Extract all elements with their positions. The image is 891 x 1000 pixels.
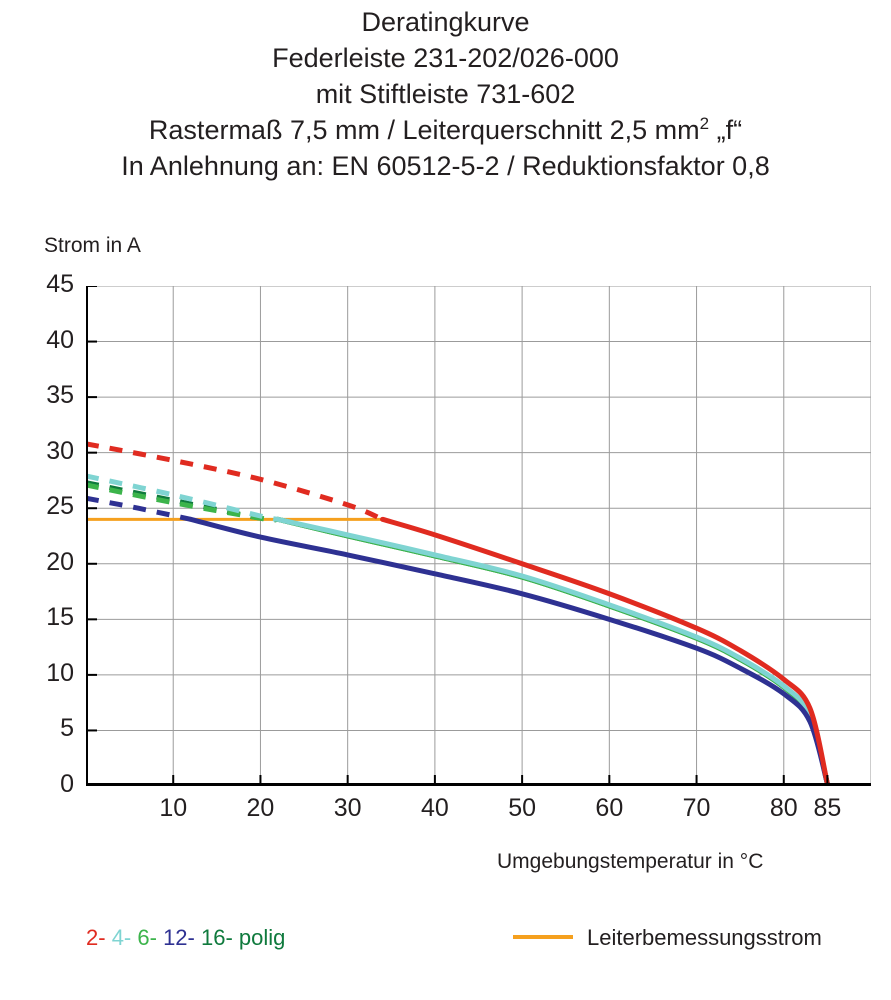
y-tick-label: 45 (46, 270, 74, 298)
series-4-polig-dashed (86, 476, 278, 519)
title-line-1: Deratingkurve (361, 7, 530, 37)
y-tick-label: 25 (46, 492, 74, 521)
y-tick-label: 15 (46, 603, 74, 632)
y-tick-label: 35 (46, 381, 74, 410)
x-tick-label: 85 (813, 794, 842, 822)
legend-pole-12: 12- (163, 925, 201, 950)
axis-lines (86, 286, 871, 786)
x-tick-label: 30 (333, 794, 362, 822)
chart-canvas (86, 286, 871, 786)
y-tick-label: 30 (46, 436, 74, 465)
legend-pole-2: 2- (86, 925, 112, 950)
x-tick-label: 20 (246, 794, 275, 822)
y-tick-label: 20 (46, 547, 74, 576)
y-axis-caption: Strom in A (44, 234, 141, 257)
x-tick-label: 70 (682, 794, 711, 822)
y-tick-label: 40 (46, 325, 74, 354)
title-line-2: Federleiste 231-202/026-000 (272, 43, 619, 73)
gridlines (86, 286, 871, 786)
legend-poles (86, 925, 285, 951)
series-lines (86, 444, 827, 784)
series-12-polig-dashed (86, 498, 191, 519)
x-axis-caption: Umgebungstemperatur in °C (497, 850, 764, 873)
rated-current-swatch (513, 935, 573, 939)
legend-pole-4: 4- (111, 925, 138, 950)
legend-rated-current (513, 925, 822, 951)
title-line-4 (0, 112, 891, 148)
title-line-3: mit Stiftleiste 731-602 (315, 79, 576, 109)
y-tick-label: 10 (46, 658, 74, 687)
plot-area (46, 270, 871, 822)
y-tick-label: 0 (60, 770, 74, 798)
legend-pole-6: 6- (137, 925, 164, 950)
x-tick-label: 40 (420, 794, 449, 822)
tick-marks (86, 286, 827, 786)
chart-title-block (0, 4, 891, 184)
title-line-4-text: Rastermaß 7,5 mm / Leiterquerschnitt 2,5 mm (148, 115, 700, 145)
title-line-5: In Anlehnung an: EN 60512-5-2 / Reduktionsfaktor 0,8 (121, 151, 770, 181)
title-line-4-suffix: „f“ (709, 115, 743, 145)
x-tick-label: 10 (159, 794, 188, 822)
x-tick-label: 80 (769, 794, 798, 822)
y-tick-label: 5 (60, 714, 74, 743)
title-line-4-superscript: 2 (699, 114, 710, 133)
legend-poles-suffix: polig (238, 925, 286, 950)
legend-pole-16: 16- (200, 925, 239, 950)
rated-current-label: Leiterbemessungsstrom (587, 925, 822, 950)
x-tick-label: 50 (508, 794, 537, 822)
legend (0, 925, 891, 975)
x-tick-label: 60 (595, 794, 624, 822)
